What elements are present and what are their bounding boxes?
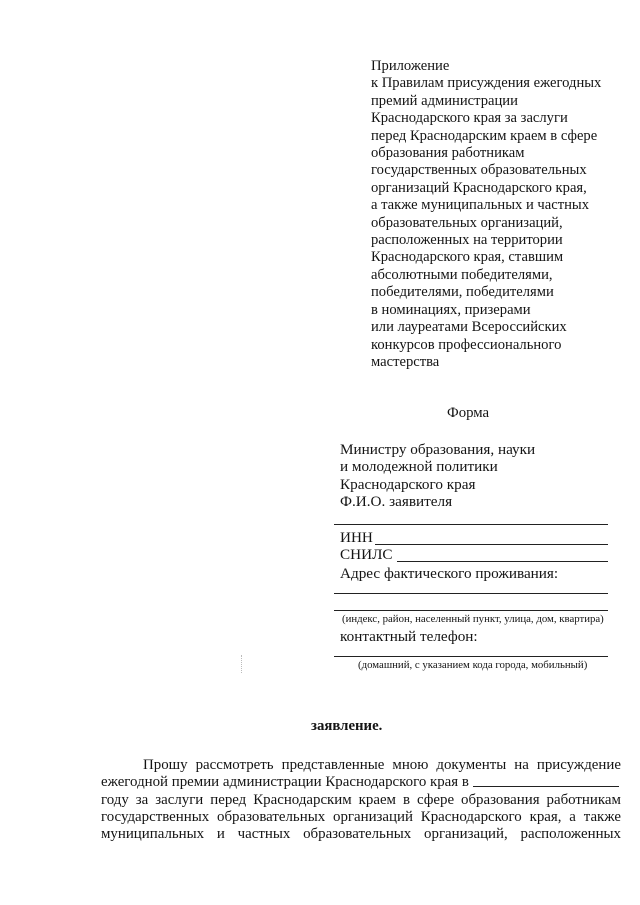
appendix-line: государственных образовательных xyxy=(371,162,587,179)
line-text: ежегодной премии администрации Краснодарского края в xyxy=(101,774,469,791)
word: в xyxy=(402,791,410,808)
address-label: Адрес фактического проживания: xyxy=(340,565,559,582)
addressee-line: Ф.И.О. заявителя xyxy=(340,492,453,510)
word: мною xyxy=(392,757,429,773)
address-input-line-1[interactable] xyxy=(334,593,608,594)
phone-hint: (домашний, с указанием кода города, мобильный) xyxy=(358,659,588,671)
address-input-line-2[interactable] xyxy=(334,610,608,611)
word: работникам xyxy=(546,791,621,808)
word: образования xyxy=(461,791,540,808)
inn-label: ИНН xyxy=(340,529,373,546)
appendix-line: премий администрации xyxy=(371,92,518,109)
word: документы xyxy=(436,757,507,773)
word: организаций xyxy=(333,808,413,825)
appendix-line: к Правилам присуждения ежегодных xyxy=(371,75,602,92)
paragraph-line-4 xyxy=(101,809,621,826)
appendix-line: образовательных организаций, xyxy=(371,214,563,231)
word: расположенных xyxy=(520,826,621,843)
phone-input-line[interactable] xyxy=(334,656,608,657)
appendix-line: абсолютными победителями, xyxy=(371,266,553,283)
word: Краснодарским xyxy=(253,791,352,808)
word: на xyxy=(514,757,529,773)
word: краем xyxy=(358,791,396,808)
word: государственных xyxy=(101,808,210,825)
word: образовательных xyxy=(303,826,412,843)
word: частных xyxy=(237,826,291,843)
appendix-line: победителями, победителями xyxy=(371,284,554,301)
word: присуждение xyxy=(536,757,621,773)
word: муниципальных xyxy=(101,826,205,843)
addressee-line: Краснодарского края xyxy=(340,475,476,493)
statement-paragraph xyxy=(101,757,621,843)
statement-title: заявление. xyxy=(311,718,383,734)
word: году xyxy=(101,791,129,808)
inn-input-line[interactable] xyxy=(375,544,608,545)
phone-label: контактный телефон: xyxy=(340,628,478,645)
paragraph-line-5 xyxy=(101,826,621,843)
word: перед xyxy=(210,791,247,808)
appendix-line: Приложение xyxy=(371,58,450,74)
word: Прошу xyxy=(143,757,188,773)
addressee-line: и молодежной политики xyxy=(340,458,498,476)
appendix-line: расположенных на территории xyxy=(371,232,563,249)
appendix-block xyxy=(371,58,631,371)
appendix-line: перед Краснодарским краем в сфере xyxy=(371,127,598,144)
paragraph-line-1 xyxy=(101,757,621,774)
word: образовательных xyxy=(217,808,326,825)
addressee-line: Министру образования, науки xyxy=(340,441,536,458)
word: сфере xyxy=(416,791,455,808)
applicant-name-line[interactable] xyxy=(334,524,608,525)
addressee-block xyxy=(340,441,615,510)
form-label: Форма xyxy=(447,405,490,421)
appendix-line: конкурсов профессионального xyxy=(371,336,562,353)
word: Краснодарского xyxy=(420,808,522,825)
appendix-line: организаций Краснодарского края, xyxy=(371,179,587,196)
snils-label: СНИЛС xyxy=(340,546,393,563)
word: также xyxy=(583,808,621,825)
word: организаций, xyxy=(424,826,508,843)
appendix-line: Краснодарского края за заслуги xyxy=(371,110,568,127)
word: края, xyxy=(529,808,562,825)
appendix-line: или лауреатами Всероссийских xyxy=(371,319,567,336)
scan-artifact xyxy=(241,655,243,673)
snils-input-line[interactable] xyxy=(397,561,608,562)
word: заслуги xyxy=(155,791,204,808)
word: а xyxy=(569,808,576,825)
year-input-line[interactable] xyxy=(473,774,619,787)
word: и xyxy=(216,826,225,843)
appendix-line: Краснодарского края, ставшим xyxy=(371,249,564,266)
word: рассмотреть xyxy=(195,757,274,773)
address-hint: (индекс, район, населенный пункт, улица, дом, квартира) xyxy=(342,613,604,625)
word: за xyxy=(135,791,149,808)
appendix-line: образования работникам xyxy=(371,145,525,162)
appendix-line: мастерства xyxy=(371,353,440,370)
paragraph-line-3 xyxy=(101,792,621,809)
word: представленные xyxy=(281,757,385,773)
appendix-line: в номинациях, призерами xyxy=(371,301,531,318)
appendix-line: а также муниципальных и частных xyxy=(371,197,589,214)
paragraph-line-2 xyxy=(101,774,621,791)
